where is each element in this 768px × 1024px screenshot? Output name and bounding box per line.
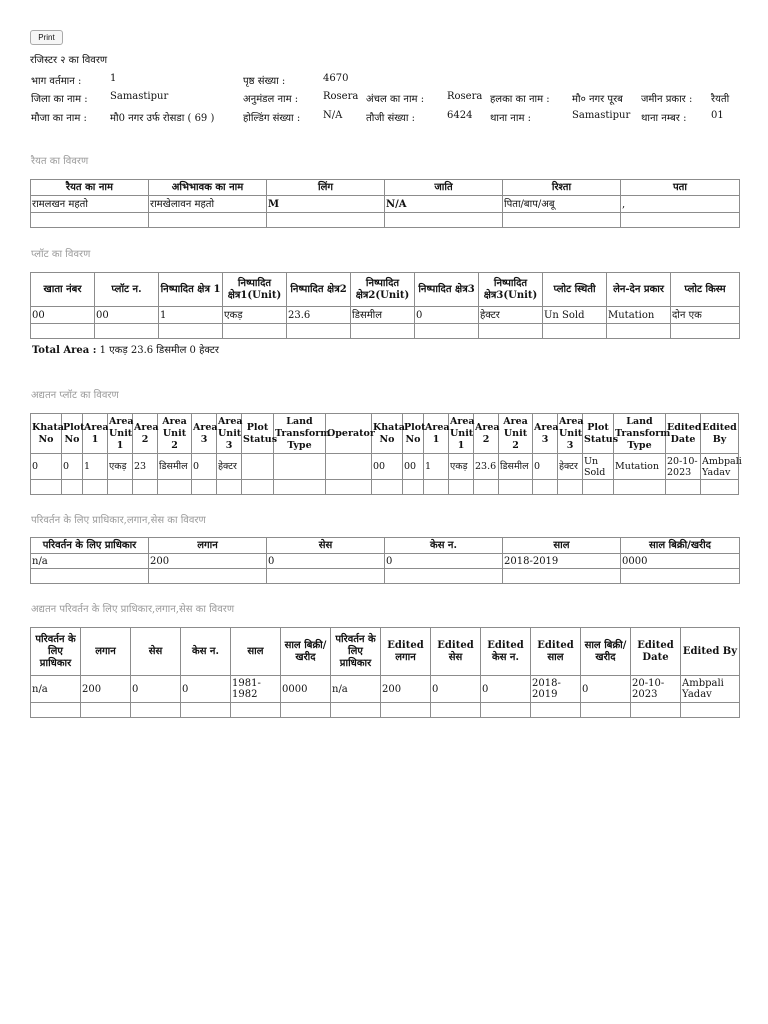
- raiyat-header: अभिभावक का नाम: [149, 180, 267, 196]
- updated-plot-header: Area Unit 1: [449, 414, 474, 454]
- table-cell: [149, 569, 267, 584]
- table-cell: [83, 480, 108, 495]
- prishth-value: 4670: [323, 73, 349, 84]
- table-cell: 0: [192, 454, 217, 480]
- table-cell: 20-10-2023: [666, 454, 701, 480]
- table-row: [31, 213, 740, 228]
- table-cell: 0: [62, 454, 83, 480]
- raiyat-header: पता: [621, 180, 740, 196]
- table-cell: [31, 324, 95, 339]
- table-cell: [558, 480, 583, 495]
- updated-plot-header: Area Unit 3: [558, 414, 583, 454]
- updated-parivartan-table: [30, 627, 740, 718]
- table-cell: 0000: [621, 554, 740, 569]
- table-cell: Ambpali Yadav: [681, 676, 740, 703]
- table-cell: [62, 480, 83, 495]
- table-cell: [31, 213, 149, 228]
- table-cell: [543, 324, 607, 339]
- table-cell: [281, 703, 331, 718]
- table-cell: दोन एक: [671, 307, 740, 324]
- table-cell: [385, 213, 503, 228]
- table-cell: 0000: [281, 676, 331, 703]
- table-cell: [95, 324, 159, 339]
- table-row: [31, 307, 740, 324]
- table-row: [31, 454, 739, 480]
- table-cell: [474, 480, 499, 495]
- parivartan-header: साल बिक्री/खरीद: [621, 538, 740, 554]
- plot-header: खाता नंबर: [31, 273, 95, 307]
- table-cell: 00: [403, 454, 424, 480]
- table-cell: रामखेलावन महतो: [149, 196, 267, 213]
- table-cell: [242, 454, 274, 480]
- thana-no-value: 01: [711, 110, 724, 121]
- table-cell: [192, 480, 217, 495]
- table-cell: हेक्टर: [479, 307, 543, 324]
- raiyat-table: [30, 179, 740, 228]
- table-cell: n/a: [31, 554, 149, 569]
- table-cell: Mutation: [614, 454, 666, 480]
- table-cell: 200: [81, 676, 131, 703]
- table-cell: पिता/बाप/अबू: [503, 196, 621, 213]
- updated-plot-header: Edited Date: [666, 414, 701, 454]
- updated-parivartan-header: सेस: [131, 628, 181, 676]
- table-cell: [403, 480, 424, 495]
- total-area-value: 1 एकड़ 23.6 डिसमील 0 हेक्टर: [99, 345, 219, 356]
- updated-plot-header: Area Unit 2: [158, 414, 192, 454]
- updated-parivartan-header: Edited लगान: [381, 628, 431, 676]
- raiyat-header: रैयत का नाम: [31, 180, 149, 196]
- table-cell: [131, 703, 181, 718]
- table-cell: हेक्टर: [217, 454, 242, 480]
- table-cell: 20-10-2023: [631, 676, 681, 703]
- table-cell: 2018-2019: [503, 554, 621, 569]
- table-cell: [287, 324, 351, 339]
- updated-plot-header: Area Unit 3: [217, 414, 242, 454]
- parivartan-header: केस न.: [385, 538, 503, 554]
- jila-value: Samastipur: [110, 91, 169, 102]
- table-cell: 200: [149, 554, 267, 569]
- table-cell: [231, 703, 281, 718]
- plot-header: प्लोट स्थिती: [543, 273, 607, 307]
- table-cell: [217, 480, 242, 495]
- table-cell: [149, 213, 267, 228]
- table-cell: [31, 480, 62, 495]
- plot-header: निष्पादित क्षेत्र 1: [159, 273, 223, 307]
- table-row: [31, 480, 739, 495]
- table-cell: 1: [424, 454, 449, 480]
- updated-plot-header: Land Transform Type: [274, 414, 326, 454]
- updated-plot-header: Area 3: [192, 414, 217, 454]
- table-cell: रामलखन महतो: [31, 196, 149, 213]
- table-row: [31, 196, 740, 213]
- table-cell: [449, 480, 474, 495]
- halka-label: हलका का नाम :: [490, 94, 550, 105]
- table-cell: 23.6: [287, 307, 351, 324]
- plot-header: निष्पादित क्षेत्र2: [287, 273, 351, 307]
- table-cell: [159, 324, 223, 339]
- table-cell: [31, 569, 149, 584]
- plot-header: निष्पादित क्षेत्र2(Unit): [351, 273, 415, 307]
- updated-parivartan-section-title: अद्यतन परिवर्तन के लिए प्राधिकार,लगान,सेस का विवरण: [31, 604, 235, 615]
- table-cell: [503, 213, 621, 228]
- table-cell: 00: [95, 307, 159, 324]
- table-cell: 00: [31, 307, 95, 324]
- updated-plot-header: Area 3: [533, 414, 558, 454]
- table-cell: 0: [533, 454, 558, 480]
- raiyat-header: जाति: [385, 180, 503, 196]
- total-area-label: Total Area :: [32, 345, 97, 356]
- table-cell: M: [267, 196, 385, 213]
- raiyat-section-title: रैयत का विवरण: [31, 156, 89, 167]
- table-cell: 23.6: [474, 454, 499, 480]
- table-cell: 0: [31, 454, 62, 480]
- updated-plot-header: Edited By: [701, 414, 739, 454]
- anumandal-label: अनुमंडल नाम :: [243, 94, 299, 105]
- table-cell: n/a: [331, 676, 381, 703]
- table-cell: [385, 569, 503, 584]
- table-cell: [108, 480, 133, 495]
- updated-parivartan-header: लगान: [81, 628, 131, 676]
- anchal-value: Rosera: [447, 91, 483, 102]
- table-cell: 0: [415, 307, 479, 324]
- plot-header: प्लॉट न.: [95, 273, 159, 307]
- anumandal-value: Rosera: [323, 91, 359, 102]
- table-cell: [415, 324, 479, 339]
- thana-no-label: थाना नम्बर :: [641, 113, 687, 124]
- table-cell: [581, 703, 631, 718]
- jamin-value: रैयती: [711, 94, 730, 105]
- table-cell: [274, 480, 326, 495]
- parivartan-header: साल: [503, 538, 621, 554]
- anchal-label: अंचल का नाम :: [366, 94, 425, 105]
- parivartan-header: सेस: [267, 538, 385, 554]
- table-cell: हेक्टर: [558, 454, 583, 480]
- table-cell: n/a: [31, 676, 81, 703]
- total-area: [32, 342, 219, 356]
- table-cell: [621, 569, 740, 584]
- jamin-label: जमीन प्रकार :: [641, 94, 693, 105]
- updated-plot-header: Plot Status: [583, 414, 614, 454]
- table-cell: [158, 480, 192, 495]
- holding-label: होल्डिंग संख्या :: [243, 113, 301, 124]
- plot-header: प्लोट किस्म: [671, 273, 740, 307]
- updated-parivartan-header: परिवर्तन के लिए प्राधिकार: [331, 628, 381, 676]
- parivartan-table: [30, 537, 740, 584]
- updated-parivartan-header: Edited सेस: [431, 628, 481, 676]
- updated-parivartan-header: साल: [231, 628, 281, 676]
- updated-plot-header: Khata No: [31, 414, 62, 454]
- table-cell: 1: [83, 454, 108, 480]
- table-cell: 23: [133, 454, 158, 480]
- plot-header: निष्पादित क्षेत्र3(Unit): [479, 273, 543, 307]
- table-cell: [381, 703, 431, 718]
- table-cell: [681, 703, 740, 718]
- updated-plot-header: Area Unit 1: [108, 414, 133, 454]
- table-cell: [499, 480, 533, 495]
- table-cell: 1: [159, 307, 223, 324]
- table-cell: [533, 480, 558, 495]
- table-cell: [671, 324, 740, 339]
- plot-section-title: प्लॉट का विवरण: [31, 249, 91, 260]
- updated-parivartan-header: Edited साल: [531, 628, 581, 676]
- table-cell: [481, 703, 531, 718]
- table-cell: [631, 703, 681, 718]
- thana-value: Samastipur: [572, 110, 631, 121]
- page-title: रजिस्टर २ का विवरण: [30, 55, 108, 66]
- updated-plot-header: Plot Status: [242, 414, 274, 454]
- table-cell: [583, 480, 614, 495]
- updated-parivartan-header: Edited Date: [631, 628, 681, 676]
- table-cell: Un Sold: [583, 454, 614, 480]
- table-cell: [133, 480, 158, 495]
- thana-label: थाना नाम :: [490, 113, 531, 124]
- table-cell: [242, 480, 274, 495]
- bhag-value: 1: [110, 73, 117, 84]
- table-cell: [274, 454, 326, 480]
- table-row: [31, 554, 740, 569]
- mauja-value: मौ0 नगर उर्फ रोसडा ( 69 ): [110, 113, 215, 124]
- table-cell: डिसमील: [351, 307, 415, 324]
- table-cell: Mutation: [607, 307, 671, 324]
- updated-parivartan-header: साल बिक्री/खरीद: [581, 628, 631, 676]
- table-cell: [503, 569, 621, 584]
- table-cell: [424, 480, 449, 495]
- table-cell: [701, 480, 739, 495]
- table-cell: [351, 324, 415, 339]
- table-cell: [326, 480, 372, 495]
- plot-header: निष्पादित क्षेत्र3: [415, 273, 479, 307]
- updated-plot-header: Area 1: [424, 414, 449, 454]
- jila-label: जिला का नाम :: [31, 94, 88, 105]
- table-cell: 1981-1982: [231, 676, 281, 703]
- table-cell: 0: [267, 554, 385, 569]
- updated-plot-header: Operator: [326, 414, 372, 454]
- bhag-label: भाग वर्तमान :: [31, 76, 82, 87]
- updated-parivartan-header: Edited By: [681, 628, 740, 676]
- table-cell: [326, 454, 372, 480]
- table-cell: 200: [381, 676, 431, 703]
- parivartan-header: परिवर्तन के लिए प्राधिकार: [31, 538, 149, 554]
- plot-header: निष्पादित क्षेत्र1(Unit): [223, 273, 287, 307]
- plot-table: [30, 272, 740, 339]
- halka-value: मौ० नगर पूरब: [572, 94, 623, 105]
- updated-parivartan-header: परिवर्तन के लिए प्राधिकार: [31, 628, 81, 676]
- table-row: [31, 569, 740, 584]
- table-cell: [223, 324, 287, 339]
- table-cell: [81, 703, 131, 718]
- table-cell: [614, 480, 666, 495]
- table-cell: [372, 480, 403, 495]
- prishth-label: पृष्ठ संख्या :: [243, 76, 286, 87]
- table-cell: 0: [131, 676, 181, 703]
- parivartan-header: लगान: [149, 538, 267, 554]
- table-cell: [479, 324, 543, 339]
- table-cell: एकड़: [223, 307, 287, 324]
- updated-plot-section-title: अद्यतन प्लॉट का विवरण: [31, 390, 119, 401]
- updated-parivartan-header: केस न.: [181, 628, 231, 676]
- table-cell: Ambpali Yadav: [702, 455, 742, 478]
- tauji-label: तौजी संख्या :: [366, 113, 416, 124]
- table-cell: 0: [431, 676, 481, 703]
- updated-plot-header: Area 2: [474, 414, 499, 454]
- updated-plot-table: [30, 413, 742, 495]
- tauji-value: 6424: [447, 110, 473, 121]
- table-cell: डिसमील: [158, 454, 192, 480]
- print-button[interactable]: Print: [30, 30, 63, 45]
- updated-plot-header: Area 1: [83, 414, 108, 454]
- table-cell: 2018-2019: [531, 676, 581, 703]
- updated-plot-header: Plot No: [403, 414, 424, 454]
- table-cell: [607, 324, 671, 339]
- table-cell: Un Sold: [543, 307, 607, 324]
- updated-plot-header: Plot No: [62, 414, 83, 454]
- table-cell: एकड़: [108, 454, 133, 480]
- mauja-label: मौजा का नाम :: [31, 113, 87, 124]
- table-cell: डिसमील: [499, 454, 533, 480]
- table-cell: 0: [481, 676, 531, 703]
- updated-plot-header: Area 2: [133, 414, 158, 454]
- table-cell: [666, 480, 701, 495]
- table-cell: 0: [581, 676, 631, 703]
- raiyat-header: लिंग: [267, 180, 385, 196]
- table-cell: 0: [385, 554, 503, 569]
- updated-plot-header: Area Unit 2: [499, 414, 533, 454]
- table-cell: 00: [372, 454, 403, 480]
- table-cell: एकड़: [449, 454, 474, 480]
- table-cell: 0: [181, 676, 231, 703]
- raiyat-header: रिश्ता: [503, 180, 621, 196]
- holding-value: N/A: [323, 110, 343, 121]
- table-cell: [331, 703, 381, 718]
- updated-plot-header: Land Transform Type: [614, 414, 666, 454]
- updated-parivartan-header: Edited केस न.: [481, 628, 531, 676]
- table-cell: N/A: [385, 196, 503, 213]
- table-cell: [267, 213, 385, 228]
- updated-parivartan-header: साल बिक्री/खरीद: [281, 628, 331, 676]
- table-cell: [531, 703, 581, 718]
- table-cell: ,: [621, 196, 740, 213]
- table-cell: [431, 703, 481, 718]
- table-cell: [621, 213, 740, 228]
- table-cell: [267, 569, 385, 584]
- table-row: [31, 676, 740, 703]
- parivartan-section-title: परिवर्तन के लिए प्राधिकार,लगान,सेस का विवरण: [31, 515, 206, 526]
- plot-header: लेन-देन प्रकार: [607, 273, 671, 307]
- table-row: [31, 324, 740, 339]
- updated-plot-header: Khata No: [372, 414, 403, 454]
- table-cell: [31, 703, 81, 718]
- table-cell: [181, 703, 231, 718]
- table-row: [31, 703, 740, 718]
